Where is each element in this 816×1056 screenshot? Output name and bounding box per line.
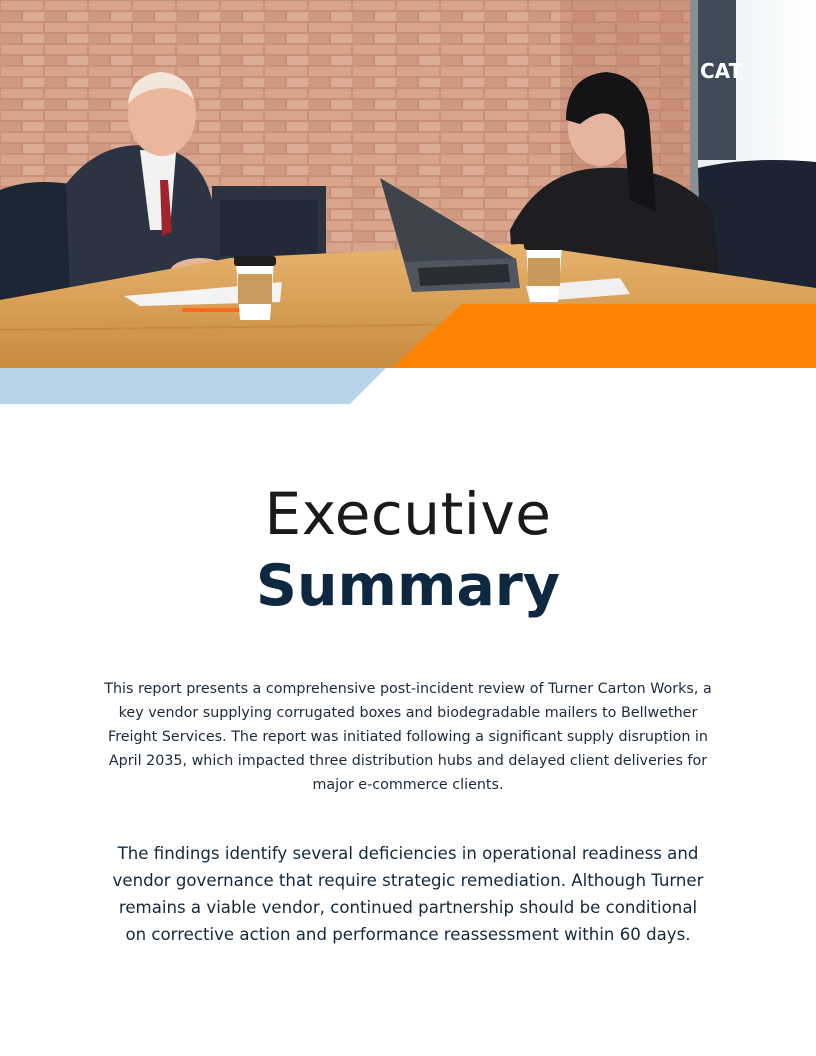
hero-photo	[0, 0, 816, 368]
intro-paragraph: This report presents a comprehensive post-incident review of Turner Carton Works, a key vendor supplying corrugated boxes and biodegradable mailers to Bellwether Freight Services. The report was initiated following a significant supply disruption in April 2035, which impacted three distribution hubs and delayed client deliveries for major e-commerce clients.	[104, 681, 712, 793]
blue-accent-band	[0, 368, 816, 404]
title-line-summary: Summary	[255, 553, 561, 619]
title-line-executive: Executive	[264, 480, 552, 548]
findings-paragraph: The findings identify several deficiencies in operational readiness and vendor governance that require strategic remediation. Although Turner remains a viable vendor, continued partnership should be conditional on corrective action and performance reassessment within 60 days.	[112, 844, 704, 944]
svg-text:CAT: CAT	[700, 59, 743, 83]
page-title	[0, 478, 816, 622]
